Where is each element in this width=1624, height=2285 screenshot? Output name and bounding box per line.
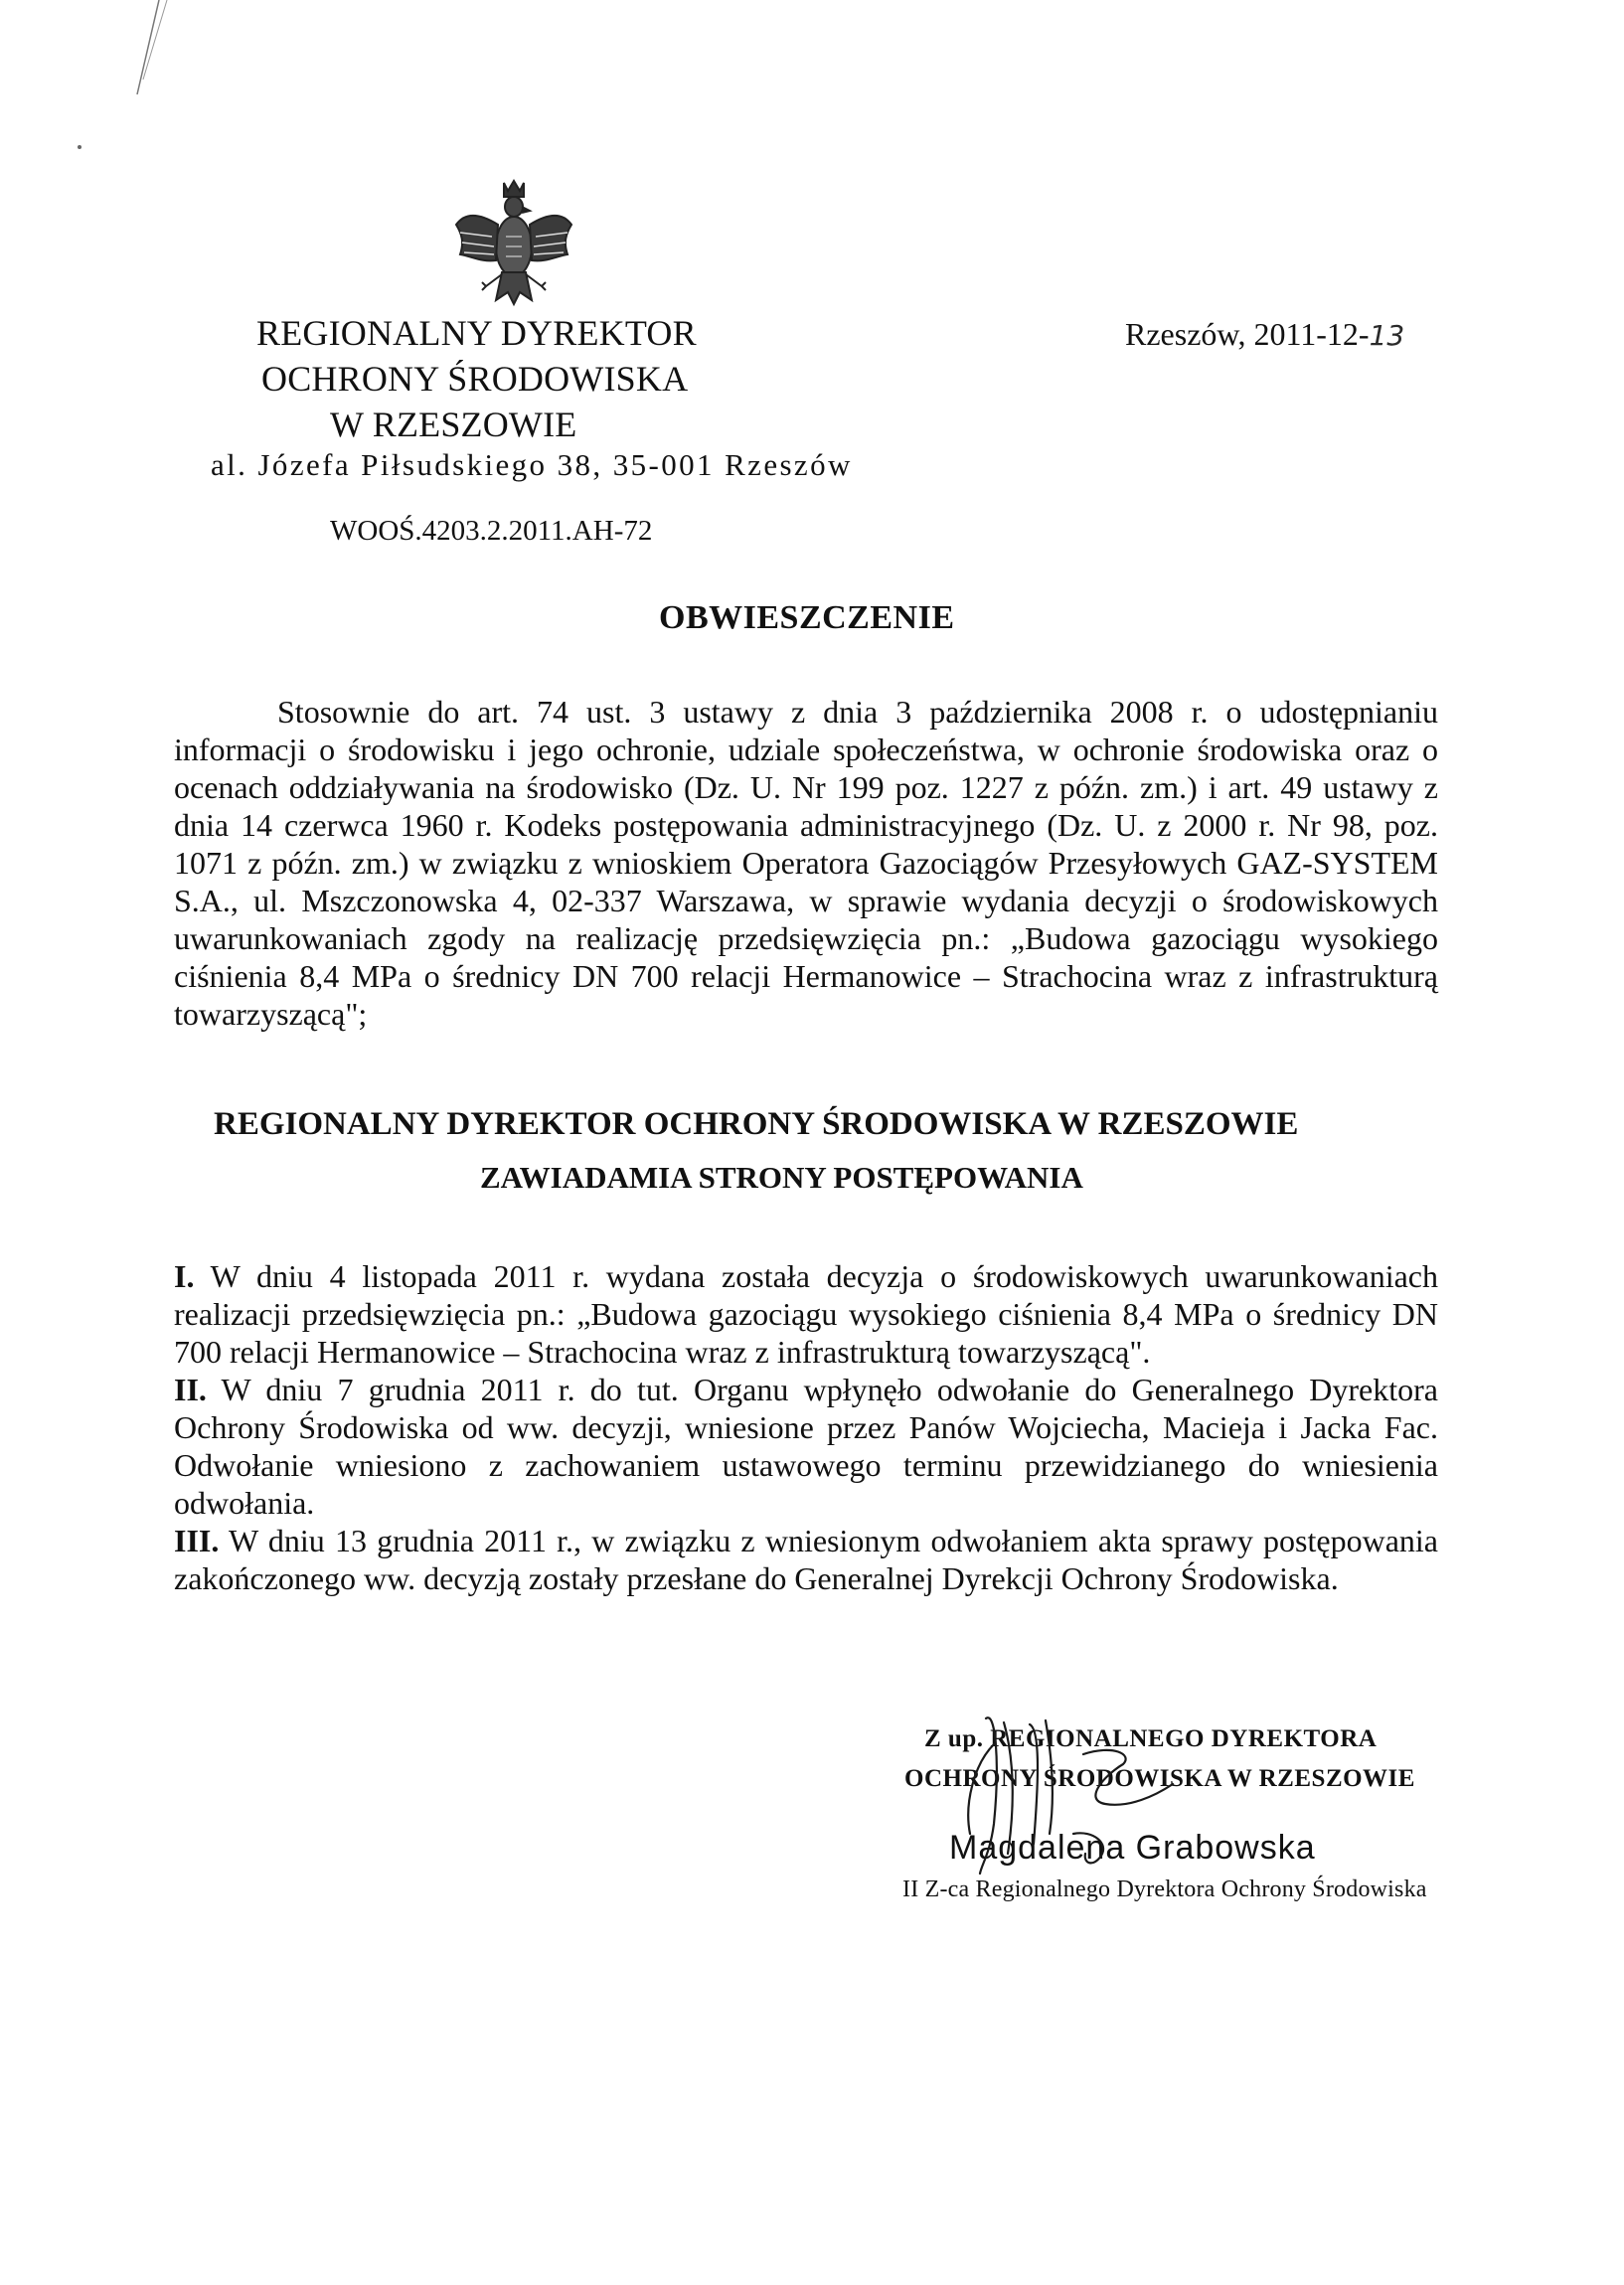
section-3	[174, 1522, 1438, 1597]
section-1-text: W dniu 4 listopada 2011 r. wydana została decyzja o środowiskowych uwarunkowaniach realizacji przedsięwzięcia pn.: „Budowa gazociągu wysokiego ciśnienia 8,4 MPa o średnicy DN 700 relacji Hermanowice – Strachocina wraz z infrastrukturą towarzyszącą".	[174, 1258, 1439, 1370]
announcement-line-2: ZAWIADAMIA STRONY POSTĘPOWANIA	[480, 1160, 1083, 1195]
polish-eagle-emblem	[452, 177, 576, 316]
signatory-name: Magdalena Grabowska	[949, 1829, 1316, 1867]
announcement-line-1: REGIONALNY DYREKTOR OCHRONY ŚRODOWISKA W RZESZOWIE	[214, 1106, 1299, 1142]
section-3-text: W dniu 13 grudnia 2011 r., w związku z wniesionym odwołaniem akta sprawy postępowania zakończonego ww. decyzją zostały przesłane do Generalnej Dyrekcji Ochrony Środowiska.	[174, 1523, 1439, 1596]
document-title: OBWIESZCZENIE	[659, 599, 955, 636]
reference-number: WOOŚ.4203.2.2011.AH-72	[330, 515, 653, 547]
authority-address: al. Józefa Piłsudskiego 38, 35-001 Rzeszów	[211, 447, 853, 482]
authority-line-1: REGIONALNY DYREKTOR	[256, 313, 697, 353]
handwritten-signature	[934, 1705, 1232, 1893]
authority-line-2: OCHRONY ŚRODOWISKA	[261, 359, 689, 399]
stamp-line-1: Z up. REGIONALNEGO DYREKTORA	[924, 1725, 1378, 1752]
intro-paragraph	[174, 693, 1438, 1033]
section-2-number: II.	[174, 1372, 207, 1407]
section-2-text: W dniu 7 grudnia 2011 r. do tut. Organu wpłynęło odwołanie do Generalnego Dyrektora Ochrony Środowiska od ww. decyzji, wniesione przez Panów Wojciecha, Macieja i Jacka Fac. Odwołanie wniesiono z zachowaniem ustawowego terminu przewidzianego do wniesienia odwołania.	[174, 1372, 1439, 1521]
date-day-handwritten: 13	[1369, 319, 1405, 352]
scan-mark	[60, 0, 169, 159]
place-date-printed: Rzeszów, 2011-12-	[1125, 316, 1370, 352]
authority-name	[253, 310, 697, 447]
section-3-number: III.	[174, 1523, 220, 1558]
signatory-role: II Z-ca Regionalnego Dyrektora Ochrony Środowiska	[902, 1877, 1427, 1902]
section-1-number: I.	[174, 1258, 195, 1294]
authority-line-3: W RZESZOWIE	[330, 405, 577, 444]
intro-text: Stosownie do art. 74 ust. 3 ustawy z dnia 3 października 2008 r. o udostępnianiu informacji o środowisku i jego ochronie, udziale społeczeństwa, w ochronie środowiska oraz o ocenach oddziaływania na środowisko (Dz. U. Nr 199 poz. 1227 z późn. zm.) i art. 49 ustawy z dnia 14 czerwca 1960 r. Kodeks postępowania administracyjnego (Dz. U. z 2000 r. Nr 98, poz. 1071 z późn. zm.) w związku z wnioskiem Operatora Gazociągów Przesyłowych GAZ-SYSTEM S.A., ul. Mszczonowska 4, 02-337 Warszawa, w sprawie wydania decyzji o środowiskowych uwarunkowaniach zgody na realizację przedsięwzięcia pn.: „Budowa gazociągu wysokiego ciśnienia 8,4 MPa o średnicy DN 700 relacji Hermanowice – Strachocina wraz z infrastrukturą towarzyszącą";	[174, 694, 1438, 1032]
section-2	[174, 1371, 1438, 1522]
place-date	[1125, 316, 1404, 353]
section-1	[174, 1257, 1438, 1371]
decision-sections	[174, 1257, 1438, 1597]
stamp-line-2: OCHRONY ŚRODOWISKA W RZESZOWIE	[904, 1765, 1415, 1792]
